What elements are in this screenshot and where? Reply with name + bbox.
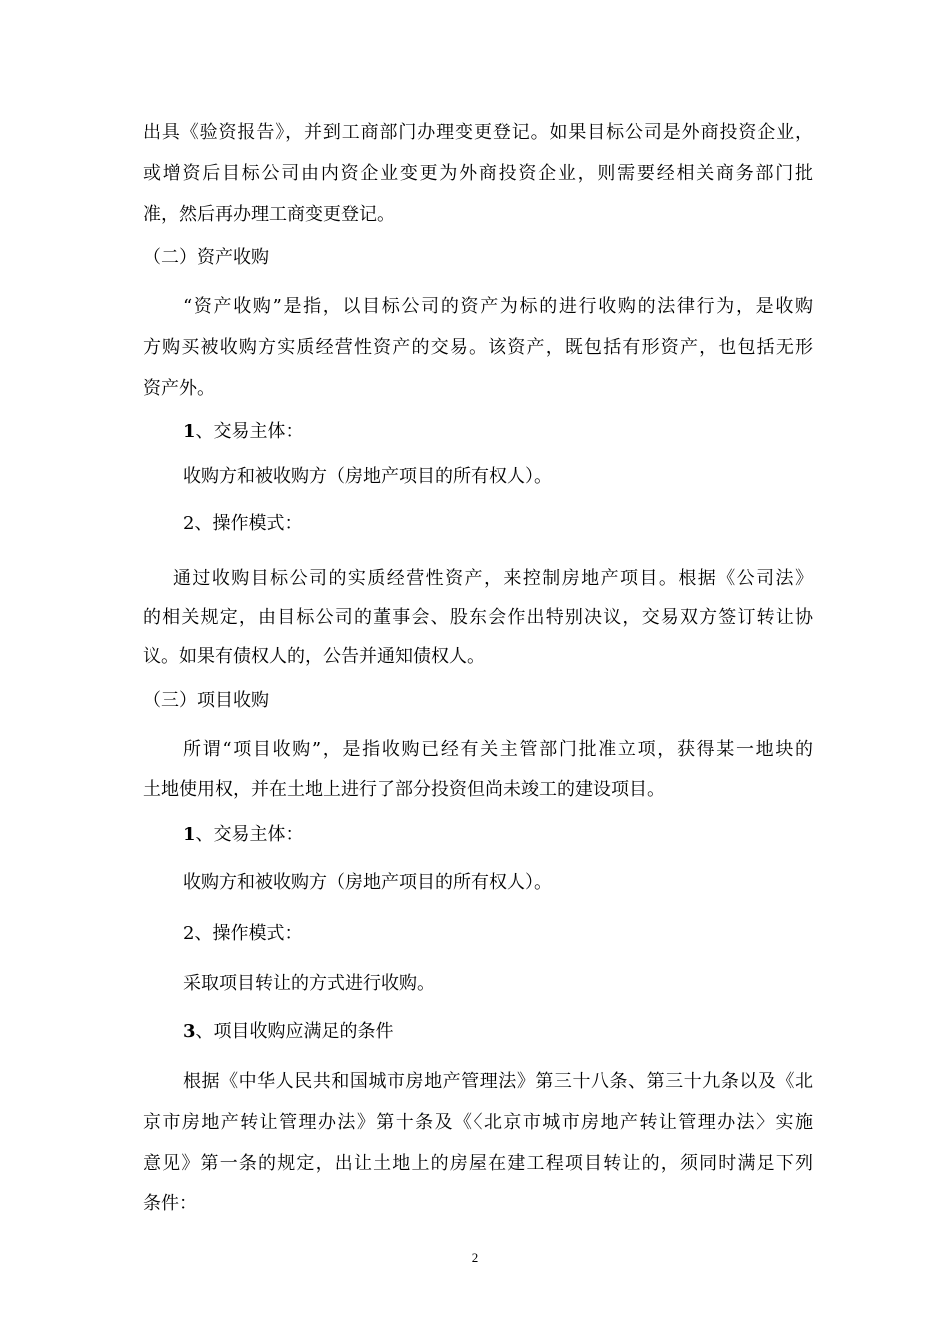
section-heading: （三）项目收购: [143, 690, 269, 711]
paragraph-line: 的相关规定，由目标公司的董事会、股东会作出特别决议，交易双方签订转让协: [143, 607, 813, 628]
paragraph-line: 所谓“项目收购”，是指收购已经有关主管部门批准立项，获得某一地块的: [183, 739, 813, 760]
paragraph-line: 议。如果有债权人的，公告并通知债权人。: [143, 646, 485, 667]
paragraph-line: 采取项目转让的方式进行收购。: [183, 973, 435, 994]
paragraph-line: 或增资后目标公司由内资企业变更为外商投资企业，则需要经相关商务部门批: [143, 163, 813, 184]
paragraph-line: 资产外。: [143, 378, 215, 399]
paragraph-line: “资产收购”是指，以目标公司的资产为标的进行收购的法律行为，是收购: [183, 296, 813, 317]
paragraph-line: 土地使用权，并在土地上进行了部分投资但尚未竣工的建设项目。: [143, 779, 665, 800]
list-number: 1: [183, 824, 196, 845]
paragraph-line: 方购买被收购方实质经营性资产的交易。该资产，既包括有形资产，也包括无形: [143, 337, 813, 358]
list-number: 1: [183, 421, 196, 442]
paragraph-line: 根据《中华人民共和国城市房地产管理法》第三十八条、第三十九条以及《北: [183, 1071, 813, 1092]
list-number: 3: [183, 1021, 196, 1042]
page-number: 2: [471, 1250, 479, 1265]
paragraph-line: 条件：: [143, 1193, 197, 1214]
list-heading: 2、操作模式：: [183, 923, 303, 944]
list-heading: [183, 420, 853, 444]
paragraph-line: 准，然后再办理工商变更登记。: [143, 204, 395, 225]
paragraph-line: 收购方和被收购方（房地产项目的所有权人）。: [183, 466, 552, 487]
paragraph-line: 通过收购目标公司的实质经营性资产，来控制房地产项目。根据《公司法》: [173, 568, 813, 589]
list-heading-text: 、交易主体：: [195, 421, 304, 442]
paragraph-line: 出具《验资报告》，并到工商部门办理变更登记。如果目标公司是外商投资企业，: [143, 122, 813, 143]
paragraph-line: 收购方和被收购方（房地产项目的所有权人）。: [183, 872, 552, 893]
list-heading: 2、操作模式：: [183, 513, 303, 534]
list-heading-text: 、项目收购应满足的条件: [195, 1021, 394, 1042]
list-heading-text: 、交易主体：: [195, 824, 304, 845]
section-heading: （二）资产收购: [143, 247, 269, 268]
list-heading: [183, 823, 853, 847]
paragraph-line: 意见》第一条的规定，出让土地上的房屋在建工程项目转让的，须同时满足下列: [143, 1153, 813, 1174]
list-heading: [183, 1020, 853, 1044]
paragraph-line: 京市房地产转让管理办法》第十条及《〈北京市城市房地产转让管理办法〉实施: [143, 1112, 813, 1133]
